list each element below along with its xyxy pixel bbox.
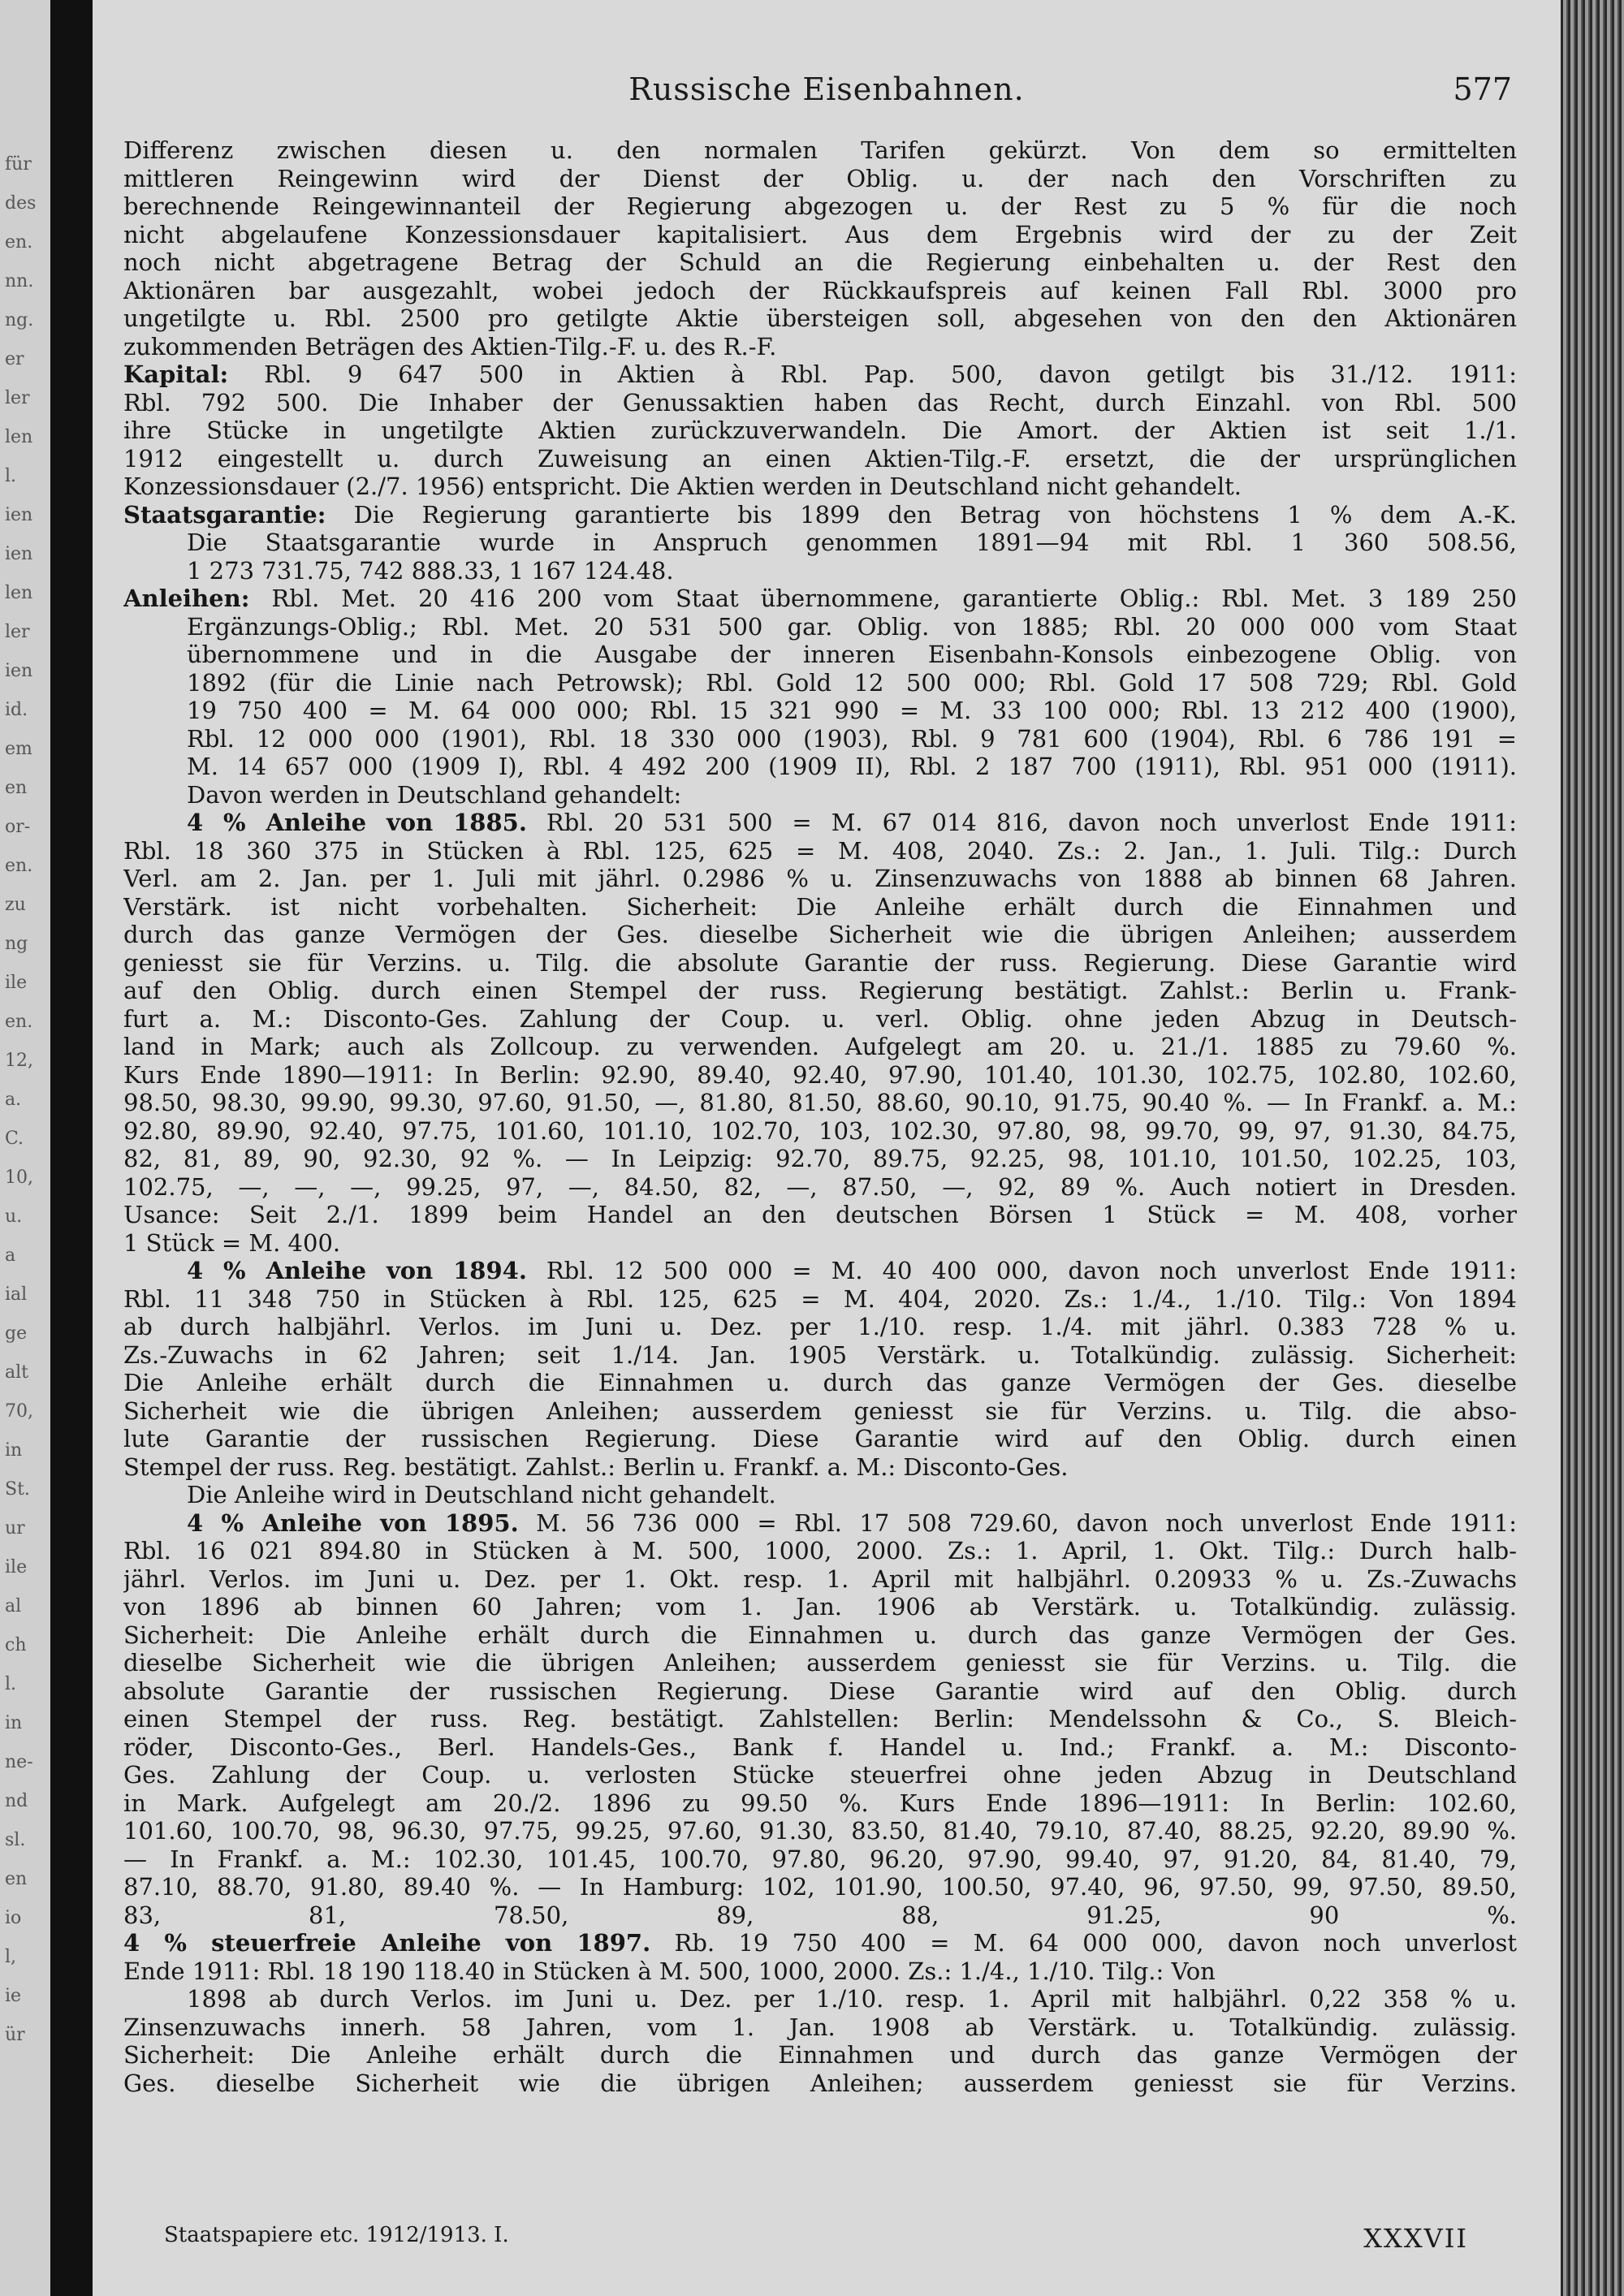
text-line: absolute Garantie der russischen Regierung. Diese Garantie wird auf den Oblig. durch [123,1677,1517,1705]
page-number: 577 [1453,71,1512,107]
book-page [93,0,1561,2296]
margin-fragment: 12, [5,1051,33,1071]
text-line: Ergänzungs-Oblig.; Rbl. Met. 20 531 500 gar. Oblig. von 1885; Rbl. 20 000 000 vom Staat [187,612,1517,641]
text-line: Konzessionsdauer (2./7. 1956) entspricht. Die Aktien werden in Deutschland nicht gehandelt. [123,473,1242,500]
text-line: 4 % Anleihe von 1895. M. 56 736 000 = Rbl. 17 508 729.60, davon noch unverlost Ende 1911: [187,1508,1517,1537]
text-line: Rbl. 18 360 375 in Stücken à Rbl. 125, 625 = M. 408, 2040. Zs.: 2. Jan., 1. Juli. Tilg.: Durch [123,836,1517,865]
margin-fragment: in [5,1440,23,1461]
text-line: geniesst sie für Verzins. u. Tilg. die absolute Garantie der russ. Regierung. Diese Garantie wird [123,948,1517,977]
margin-fragment: ler [5,388,30,408]
margin-fragment: id. [5,700,28,720]
section-heading: Anleihen: [123,585,250,612]
section-heading: Kapital: [123,360,229,388]
text-line: jährl. Verlos. im Juni u. Dez. per 1. Okt. resp. 1. April mit halbjährl. 0.20933 % u. Zs.-Zuwachs [123,1564,1517,1593]
margin-fragment: al [5,1596,22,1616]
text-line: Differenz zwischen diesen u. den normalen Tarifen gekürzt. Von dem so ermittelten [123,136,1517,164]
text-line: Sicherheit wie die übrigen Anleihen; ausserdem geniesst sie für Verzins. u. Tilg. die abso- [123,1396,1517,1425]
margin-fragment: zu [5,895,26,915]
text-line: noch nicht abgetragene Betrag der Schuld an die Regierung einbehalten u. der Rest den [123,248,1517,276]
text-line: Rbl. 16 021 894.80 in Stücken à M. 500, 1000, 2000. Zs.: 1. April, 1. Okt. Tilg.: Durch halb- [123,1537,1517,1564]
text-line: 4 % Anleihe von 1894. Rbl. 12 500 000 = M. 40 400 000, davon noch unverlost Ende 1911: [187,1257,1517,1284]
margin-fragment: 70, [5,1401,33,1422]
text-line: übernommene und in die Ausgabe der inneren Eisenbahn-Konsols einbezogene Oblig. von [187,641,1517,668]
margin-fragment: ien [5,544,33,564]
margin-fragment: en. [5,1012,33,1032]
text-line: einen Stempel der russ. Reg. bestätigt. Zahlstellen: Berlin: Mendelssohn & Co., S. Bleich- [123,1705,1517,1733]
text-line: Ges. dieselbe Sicherheit wie die übrigen Anleihen; ausserdem geniesst sie für Verzins. [123,2069,1517,2097]
text-line: Zinsenzuwachs innerh. 58 Jahren, vom 1. Jan. 1908 ab Verstärk. u. Totalkündig. zulässig. [123,2013,1517,2041]
margin-fragment: des [5,193,37,214]
margin-fragment: ür [5,2025,25,2045]
text-line: 101.60, 100.70, 98, 96.30, 97.75, 99.25, 97.60, 91.30, 83.50, 81.40, 79.10, 87.40, 88.25, 92.20, 89.90 %. [123,1817,1517,1845]
margin-fragment: ng [5,934,28,954]
text-line: röder, Disconto-Ges., Berl. Handels-Ges., Bank f. Handel u. Ind.; Frankf. a. M.: Disconto- [123,1733,1517,1761]
margin-fragment: ng. [5,310,34,330]
margin-fragment: en. [5,232,33,252]
margin-fragment: ile [5,1557,28,1577]
text-line: 4 % steuerfreie Anleihe von 1897. Rb. 19 750 400 = M. 64 000 000, davon noch unverlost [123,1929,1517,1957]
margin-fragment: ne- [5,1752,33,1772]
text-line: 19 750 400 = M. 64 000 000; Rbl. 15 321 990 = M. 33 100 000; Rbl. 13 212 400 (1900), [187,697,1517,724]
margin-fragment: für [5,154,32,175]
margin-fragment: ie [5,1986,22,2006]
body-text [123,136,1517,2097]
text-line: M. 14 657 000 (1909 I), Rbl. 4 492 200 (1909 II), Rbl. 2 187 700 (1911), Rbl. 951 000 (1911). [187,753,1517,780]
margin-fragment: io [5,1908,22,1928]
section-heading: 4 % Anleihe von 1894. [187,1257,527,1284]
text-line: 4 % Anleihe von 1885. Rbl. 20 531 500 = M. 67 014 816, davon noch unverlost Ende 1911: [187,809,1517,836]
text-line: land in Mark; auch als Zollcoup. zu verwenden. Aufgelegt am 20. u. 21./1. 1885 zu 79.60 %. [123,1033,1517,1060]
margin-fragment: 10, [5,1167,33,1188]
text-line: furt a. M.: Disconto-Ges. Zahlung der Coup. u. verl. Oblig. ohne jeden Abzug in Deutsch- [123,1004,1517,1033]
margin-fragment: en [5,1869,28,1889]
text-line: mittleren Reingewinn wird der Dienst der Oblig. u. der nach den Vorschriften zu [123,164,1517,192]
margin-fragment: l, [5,1947,17,1967]
page-header [93,71,1561,120]
section-heading: 4 % Anleihe von 1885. [187,809,527,836]
previous-page-edge [0,0,50,2296]
page-footer [123,2223,1517,2264]
text-line: 1 Stück = M. 400. [123,1228,341,1257]
margin-fragment: en. [5,856,33,876]
text-line: 1 273 731.75, 742 888.33, 1 167 124.48. [187,556,674,585]
text-line: ungetilgte u. Rbl. 2500 pro getilgte Aktie übersteigen soll, abgesehen von den den Aktionären [123,304,1517,332]
margin-fragment: sl. [5,1830,26,1850]
text-line: Ges. Zahlung der Coup. u. verlosten Stücke steuerfrei ohne jeden Abzug in Deutschland [123,1761,1517,1789]
page-stack-edge [1561,0,1624,2296]
text-line: nicht abgelaufene Konzessionsdauer kapitalisiert. Aus dem Ergebnis wird der zu der Zeit [123,220,1517,248]
text-line: Rbl. 11 348 750 in Stücken à Rbl. 125, 625 = M. 404, 2020. Zs.: 1./4., 1./10. Tilg.: Von 1894 [123,1284,1517,1313]
margin-fragment: ler [5,622,30,642]
margin-fragment: l. [5,1674,17,1694]
margin-fragment: C. [5,1129,24,1149]
text-line: Die Anleihe wird in Deutschland nicht gehandelt. [187,1481,776,1508]
text-line: lute Garantie der russischen Regierung. Diese Garantie wird auf den Oblig. durch einen [123,1425,1517,1452]
text-line: Die Staatsgarantie wurde in Anspruch genommen 1891—94 mit Rbl. 1 360 508.56, [187,529,1517,556]
text-line: von 1896 ab binnen 60 Jahren; vom 1. Jan. 1906 ab Verstärk. u. Totalkündig. zulässig. [123,1593,1517,1621]
text-line: Verstärk. ist nicht vorbehalten. Sicherheit: Die Anleihe erhält durch die Einnahmen und [123,892,1517,921]
text-line: 102.75, —, —, —, 99.25, 97, —, 84.50, 82, —, 87.50, —, 92, 89 %. Auch notiert in Dresden. [123,1172,1517,1201]
text-line: berechnende Reingewinnanteil der Regierung abgezogen u. der Rest zu 5 % für die noch [123,192,1517,220]
margin-fragment: en [5,778,28,798]
text-line: Kurs Ende 1890—1911: In Berlin: 92.90, 89.40, 92.40, 97.90, 101.40, 101.30, 102.75, 102.80, 102.60, [123,1060,1517,1089]
text-line: ab durch halbjährl. Verlos. im Juni u. Dez. per 1./10. resp. 1./4. mit jährl. 0.383 728 % u. [123,1313,1517,1340]
text-line: Sicherheit: Die Anleihe erhält durch die Einnahmen und durch das ganze Vermögen der [123,2041,1517,2069]
text-line: Anleihen: Rbl. Met. 20 416 200 vom Staat übernommene, garantierte Oblig.: Rbl. Met. 3 189 250 [123,585,1517,612]
text-line: 1892 (für die Linie nach Petrowsk); Rbl. Gold 12 500 000; Rbl. Gold 17 508 729; Rbl. Gold [187,668,1517,697]
text-line: Sicherheit: Die Anleihe erhält durch die Einnahmen u. durch das ganze Vermögen der Ges. [123,1621,1517,1649]
margin-fragment: ial [5,1284,28,1305]
text-line: Verl. am 2. Jan. per 1. Juli mit jährl. 0.2986 % u. Zinsenzuwachs von 1888 ab binnen 68 Jahren. [123,865,1517,892]
running-title: Russische Eisenbahnen. [628,71,1025,107]
text-line: 1898 ab durch Verlos. im Juni u. Dez. per 1./10. resp. 1. April mit halbjährl. 0,22 358 % u. [187,1985,1517,2013]
text-line: in Mark. Aufgelegt am 20./2. 1896 zu 99.50 %. Kurs Ende 1896—1911: In Berlin: 102.60, [123,1789,1517,1817]
margin-fragment: a. [5,1090,22,1110]
text-line: Rbl. 792 500. Die Inhaber der Genussaktien haben das Recht, durch Einzahl. von Rbl. 500 [123,388,1517,416]
section-heading: 4 % Anleihe von 1895. [187,1508,519,1537]
book-spine-shadow [50,0,93,2296]
text-line: 98.50, 98.30, 99.90, 99.30, 97.60, 91.50, —, 81.80, 81.50, 88.60, 90.10, 91.75, 90.40 %. — In Frankf. a. M.: [123,1089,1517,1116]
text-line: auf den Oblig. durch einen Stempel der russ. Regierung bestätigt. Zahlst.: Berlin u. Frank- [123,977,1517,1004]
text-line: Rbl. 12 000 000 (1901), Rbl. 18 330 000 (1903), Rbl. 9 781 600 (1904), Rbl. 6 786 191 = [187,724,1517,753]
text-line: Die Anleihe erhält durch die Einnahmen u. durch das ganze Vermögen der Ges. dieselbe [123,1369,1517,1396]
margin-fragment: u. [5,1206,23,1227]
margin-fragment: nn. [5,271,34,291]
margin-fragment: l. [5,466,17,486]
margin-fragment: ur [5,1518,25,1539]
text-line: Ende 1911: Rbl. 18 190 118.40 in Stücken à M. 500, 1000, 2000. Zs.: 1./4., 1./10. Tilg.: Von [123,1957,1216,1985]
margin-fragment: St. [5,1479,30,1500]
margin-fragment: len [5,583,33,603]
margin-fragment: len [5,427,33,447]
text-line: Usance: Seit 2./1. 1899 beim Handel an den deutschen Börsen 1 Stück = M. 408, vorher [123,1201,1517,1228]
margin-fragment: ile [5,973,28,993]
text-line: Aktionären bar ausgezahlt, wobei jedoch der Rückkaufspreis auf keinen Fall Rbl. 3000 pro [123,276,1517,304]
margin-fragment: ge [5,1323,28,1344]
margin-fragment: alt [5,1362,28,1383]
text-line: 83, 81, 78.50, 89, 88, 91.25, 90 %. [123,1901,1517,1929]
margin-fragment: ien [5,505,33,525]
text-line: Davon werden in Deutschland gehandelt: [187,780,682,809]
text-line: dieselbe Sicherheit wie die übrigen Anleihen; ausserdem geniesst sie für Verzins. u. Tilg. die [123,1649,1517,1677]
text-line: durch das ganze Vermögen der Ges. dieselbe Sicherheit wie die übrigen Anleihen; ausserdem [123,921,1517,948]
margin-fragment: in [5,1713,23,1733]
text-line: 92.80, 89.90, 92.40, 97.75, 101.60, 101.10, 102.70, 103, 102.30, 97.80, 98, 99.70, 99, 97, 91.30, 84.75, [123,1116,1517,1145]
footer-signature-mark: Staatspapiere etc. 1912/1913. I. [164,2223,509,2247]
text-line: 82, 81, 89, 90, 92.30, 92 %. — In Leipzig: 92.70, 89.75, 92.25, 98, 101.10, 101.50, 102.25, 103, [123,1145,1517,1172]
text-line: Staatsgarantie: Die Regierung garantierte bis 1899 den Betrag von höchstens 1 % dem A.-K. [123,500,1517,529]
section-heading: 4 % steuerfreie Anleihe von 1897. [123,1929,651,1957]
margin-fragment: er [5,349,24,369]
margin-fragment: ien [5,661,33,681]
text-line: — In Frankf. a. M.: 102.30, 101.45, 100.70, 97.80, 96.20, 97.90, 99.40, 97, 91.20, 84, 81.40, 79, [123,1845,1517,1873]
text-line: 1912 eingestellt u. durch Zuweisung an einen Aktien-Tilg.-F. ersetzt, die der ursprünglichen [123,444,1517,473]
section-heading: Staatsgarantie: [123,500,326,529]
margin-fragment: ch [5,1635,27,1655]
text-line: Kapital: Rbl. 9 647 500 in Aktien à Rbl. Pap. 500, davon getilgt bis 31./12. 1911: [123,360,1517,388]
text-line: zukommenden Beträgen des Aktien-Tilg.-F. u. des R.-F. [123,332,777,360]
text-line: Stempel der russ. Reg. bestätigt. Zahlst.: Berlin u. Frankf. a. M.: Disconto-Ges. [123,1452,1069,1481]
text-line: Zs.-Zuwachs in 62 Jahren; seit 1./14. Jan. 1905 Verstärk. u. Totalkündig. zulässig. Sicherheit: [123,1340,1517,1369]
margin-fragment: em [5,739,32,759]
text-line: ihre Stücke in ungetilgte Aktien zurückzuverwandeln. Die Amort. der Aktien ist seit 1./1. [123,416,1517,444]
margin-fragment: a [5,1245,16,1266]
footer-sheet-number: XXXVII [1363,2223,1468,2254]
text-line: 87.10, 88.70, 91.80, 89.40 %. — In Hamburg: 102, 101.90, 100.50, 97.40, 96, 97.50, 99, 97.50, 89.50, [123,1873,1517,1901]
margin-fragment: nd [5,1791,28,1811]
margin-fragment: or- [5,817,31,837]
